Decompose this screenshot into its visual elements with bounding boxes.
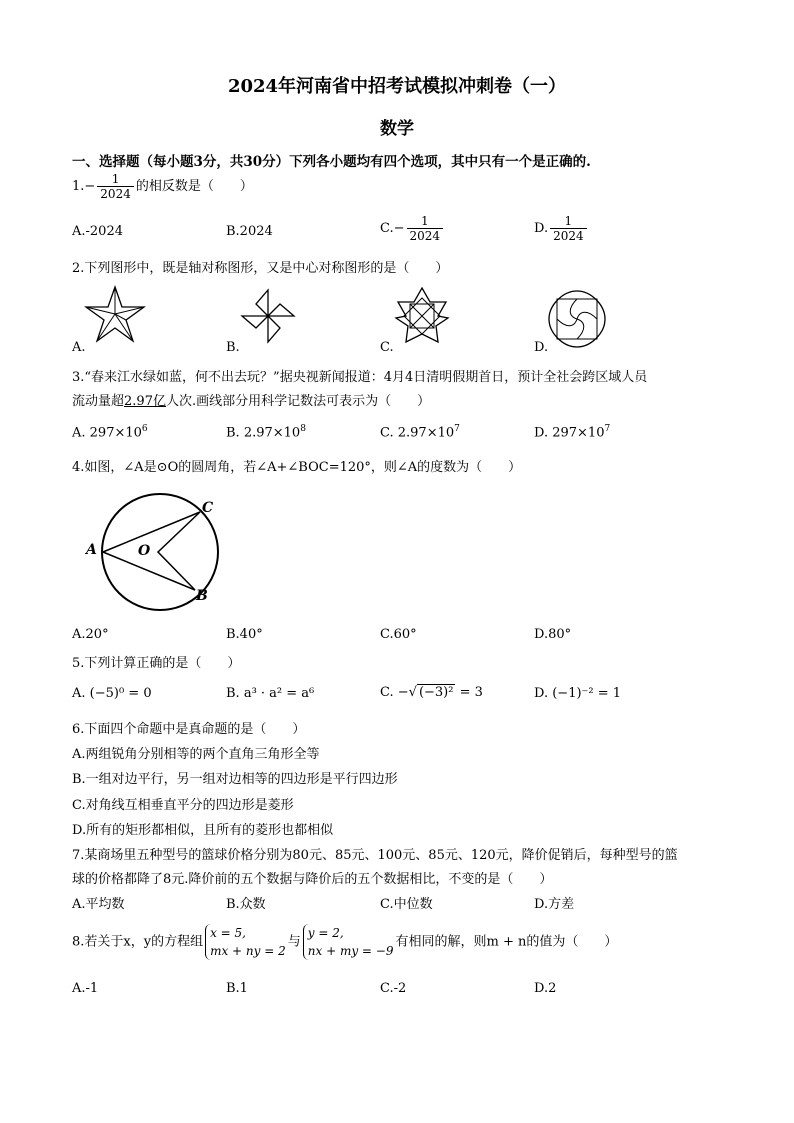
- equation-system-1: x = 5, mx + ny = 2: [205, 924, 286, 960]
- q8-option-a[interactable]: A.-1: [72, 981, 99, 996]
- q2-option-b[interactable]: B.: [226, 340, 240, 355]
- subject-heading: 数学: [380, 119, 414, 139]
- q1-option-c[interactable]: C.− $\frac{1}{2024}$: [380, 214, 445, 243]
- q3-option-d[interactable]: D. $297\times 10^7$: [534, 424, 611, 441]
- q7-option-c[interactable]: C.中位数: [380, 897, 433, 912]
- q5-option-a[interactable]: A. (−5)⁰ = 0: [72, 686, 152, 701]
- point-b-label: B: [196, 588, 208, 604]
- q1-option-b[interactable]: B.2024: [226, 224, 273, 239]
- q7-option-a[interactable]: A.平均数: [72, 897, 125, 912]
- q3-option-c[interactable]: C. $2.97\times 10^7$: [380, 424, 460, 441]
- point-a-label: A: [86, 542, 97, 558]
- q3-option-b[interactable]: B. $2.97\times 10^8$: [226, 424, 306, 441]
- q1-option-a[interactable]: A.-2024: [72, 224, 123, 239]
- q2-option-d[interactable]: D.: [534, 340, 549, 355]
- q5-option-c[interactable]: C. −√ (−3)² = 3: [380, 685, 483, 700]
- question-4: 4.如图，∠A是⊙O的圆周角，若∠A+∠BOC=120°，则∠A的度数为（ ）: [72, 460, 522, 475]
- q1-option-d[interactable]: D. $\frac{1}{2024}$: [534, 214, 589, 243]
- question-5: 5.下列计算正确的是（ ）: [72, 656, 241, 671]
- q6-option-c[interactable]: C.对角线互相垂直平分的四边形是菱形: [72, 798, 294, 813]
- q8-option-b[interactable]: B.1: [226, 981, 248, 996]
- section-heading: 一、选择题（每小题3分，共30分）下列各小题均有四个选项，其中只有一个是正确的.: [72, 154, 591, 170]
- q6-option-a[interactable]: A.两组锐角分别相等的两个直角三角形全等: [72, 747, 320, 762]
- q7-option-b[interactable]: B.众数: [226, 897, 266, 912]
- question-3-line2: 流动量超2.97亿人次.画线部分用科学记数法可表示为（ ）: [72, 394, 431, 409]
- exam-title: 2024年河南省中招考试模拟冲刺卷（一）: [227, 76, 567, 97]
- q5-option-d[interactable]: D. (−1)⁻² = 1: [534, 686, 622, 701]
- question-1: 1.− $\frac{1}{2024}$ 的相反数是（ ）: [72, 172, 253, 201]
- q7-option-d[interactable]: D.方差: [534, 897, 575, 912]
- pinwheel-figure-icon: [238, 286, 298, 346]
- eight-point-star-figure-icon: [392, 286, 452, 348]
- question-8: 8.若关于x，y的方程组 x = 5, mx + ny = 2 与 y = 2, nx + my = −9 有相同的解，则m + n的值为（ ）: [72, 926, 618, 958]
- equation-system-2: y = 2, nx + my = −9: [303, 924, 394, 960]
- q2-option-c[interactable]: C.: [380, 340, 394, 355]
- q3-option-a[interactable]: A. $297\times 10^6$: [72, 424, 148, 441]
- star-figure-icon: [80, 284, 150, 346]
- q8-option-c[interactable]: C.-2: [380, 981, 407, 996]
- question-7-line1: 7.某商场里五种型号的篮球价格分别为80元、85元、100元、85元、120元，降价促销后，每种型号的篮: [72, 848, 678, 863]
- fraction: $\frac{1}{2024}$: [97, 172, 134, 201]
- q4-option-d[interactable]: D.80°: [534, 627, 572, 642]
- q4-option-c[interactable]: C.60°: [380, 627, 417, 642]
- q4-option-b[interactable]: B.40°: [226, 627, 263, 642]
- rounded-square-figure-icon: [546, 288, 608, 350]
- point-o-label: O: [138, 543, 151, 559]
- question-6: 6.下面四个命题中是真命题的是（ ）: [72, 722, 306, 737]
- q5-option-b[interactable]: B. a³ · a² = a⁶: [226, 686, 315, 701]
- question-7-line2: 球的价格都降了8元.降价前的五个数据与降价后的五个数据相比，不变的是（ ）: [72, 872, 553, 887]
- question-2: 2.下列图形中，既是轴对称图形，又是中心对称图形的是（ ）: [72, 261, 449, 276]
- q2-option-a[interactable]: A.: [72, 340, 86, 355]
- q6-option-d[interactable]: D.所有的矩形都相似，且所有的菱形也都相似: [72, 823, 334, 838]
- q6-option-b[interactable]: B.一组对边平行，另一组对边相等的四边形是平行四边形: [72, 772, 398, 787]
- q4-option-a[interactable]: A.20°: [72, 627, 109, 642]
- point-c-label: C: [202, 500, 214, 516]
- q8-option-d[interactable]: D.2: [534, 981, 557, 996]
- question-3-line1: 3.“春来江水绿如蓝，何不出去玩？”据央视新闻报道：4月4日清明假期首日，预计全社会跨区域人员: [72, 370, 648, 385]
